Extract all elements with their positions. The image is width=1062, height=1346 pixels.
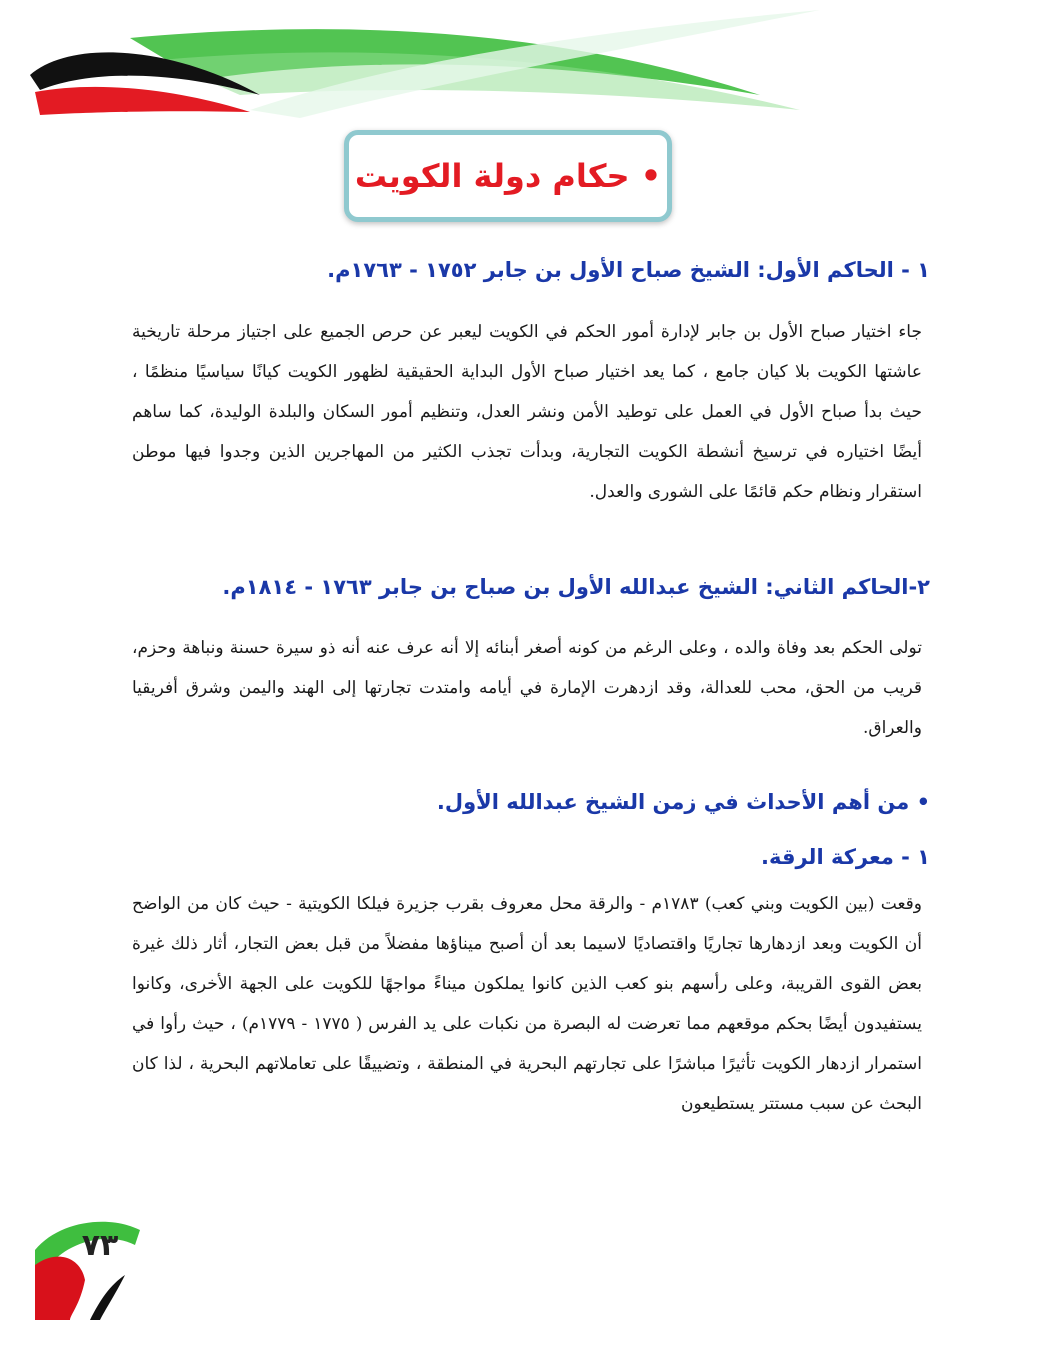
section2-heading: ٢-الحاكم الثاني: الشيخ عبدالله الأول بن صباح بن جابر ١٧٦٣ - ١٨١٤م. xyxy=(222,575,930,599)
events-paragraph xyxy=(132,884,922,1124)
flag-swoosh-decoration xyxy=(0,0,1062,130)
page-title: • حكام دولة الكويت xyxy=(354,157,662,195)
events-heading: • من أهم الأحداث في زمن الشيخ عبدالله الأول. xyxy=(436,790,930,814)
section2-text: تولى الحكم بعد وفاة والده ، وعلى الرغم من كونه أصغر أبنائه إلا أنه عرف عنه أنه ذو سيرة حسنة ونباهة وحزم، قريب من الحق، محب للعدالة، وقد ازدهرت الإمارة في أيامه وامتدت تجارتها إلى الهند واليمن وشرق أفريقيا والعراق. xyxy=(132,638,922,738)
events-subheading: ١ - معركة الرقة. xyxy=(761,845,930,869)
section1-heading: ١ - الحاكم الأول: الشيخ صباح الأول بن جابر ١٧٥٢ - ١٧٦٣م. xyxy=(327,258,930,282)
section2-paragraph xyxy=(132,628,922,748)
events-text: وقعت (بين الكويت وبني كعب) ١٧٨٣م - والرقة محل معروف بقرب جزيرة فيلكا الكويتية - حيث كان من الواضح أن الكويت وبعد ازدهارها تجاريًا واقتصاديًا لاسيما بعد أن أصبح ميناؤها مفضلاً من قبل بعض التجار، أثار ذلك غيرة بعض القوى القريبة، وعلى رأسهم بنو كعب الذين كانوا يملكون ميناءً مواجهًا للكويت على الجهة الأخرى، وكانوا يستفيدون أيضًا بحكم موقعهم مما تعرضت له البصرة من نكبات على يد الفرس ( ١٧٧٥ - ١٧٧٩م) ، حيث رأوا في استمرار ازدهار الكويت تأثيرًا مباشرًا على تجارتهم البحرية في المنطقة ، وتضييقًا على تعاملاتهم البحرية ، لذا كان البحث عن سبب مستتر يستطيعون xyxy=(132,894,922,1114)
page-corner-decoration xyxy=(0,1210,150,1320)
section1-text: جاء اختيار صباح الأول بن جابر لإدارة أمور الحكم في الكويت ليعبر عن حرص الجميع على اجتياز مرحلة تاريخية عاشتها الكويت بلا كيان جامع ، كما يعد اختيار صباح الأول البداية الحقيقية لظهور الكويت كيانًا سياسيًا منظمًا ، حيث بدأ صباح الأول في العمل على توطيد الأمن ونشر العدل، وتنظيم أمور السكان والبلدة الوليدة، كما ساهم أيضًا اختياره في ترسيخ أنشطة الكويت التجارية، وبدأت تجذب الكثير من المهاجرين الذين وجدوا فيها موطن استقرار ونظام حكم قائمًا على الشورى والعدل. xyxy=(132,322,922,502)
page-number: ٧٣ xyxy=(81,1228,119,1263)
section1-paragraph xyxy=(132,312,922,512)
title-box xyxy=(344,130,672,222)
